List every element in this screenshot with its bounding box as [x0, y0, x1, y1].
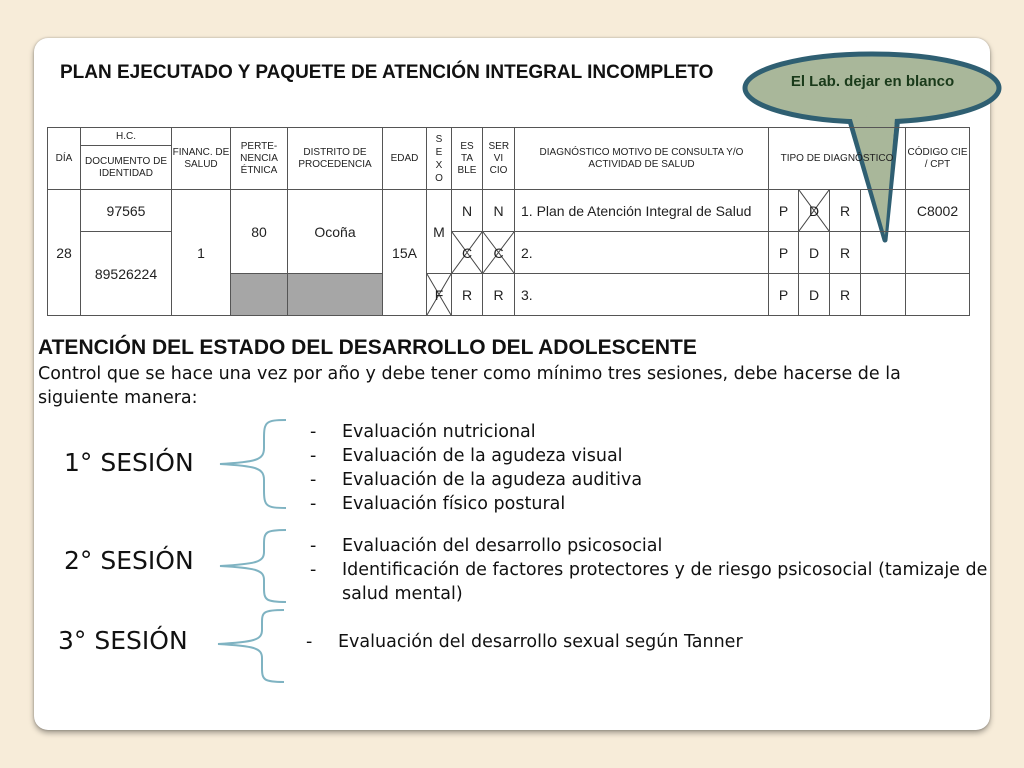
cell-diag-2: 2.: [515, 232, 769, 274]
header-distrito: DISTRITO DE PROCEDENCIA: [288, 128, 383, 190]
header-servicio: [483, 128, 515, 190]
header-sexo-text: S E X O: [435, 133, 443, 184]
cell-p-2: P: [769, 232, 799, 274]
list-item: [310, 444, 990, 468]
list-item-text: Evaluación físico postural: [342, 494, 566, 514]
cell-r-1: R: [830, 190, 861, 232]
list-item-text: Evaluación del desarrollo sexual según Tanner: [338, 632, 743, 652]
session-1-brace: [216, 418, 290, 510]
header-estable-text: ES TA BLE: [457, 140, 477, 176]
list-item: [310, 468, 990, 492]
cell-d-3: D: [799, 274, 830, 316]
cell-est-1: N: [452, 190, 483, 232]
header-dia: DÍA: [48, 128, 81, 190]
session-3-items: [306, 630, 986, 654]
cell-diag-3: 3.: [515, 274, 769, 316]
cell-documento: 89526224: [81, 232, 172, 316]
cell-p-3: P: [769, 274, 799, 316]
cell-distrito: Ocoña: [288, 190, 383, 274]
cell-financ: 1: [172, 190, 231, 316]
list-dash: -: [310, 422, 317, 442]
cell-pertenencia-blank: [231, 274, 288, 316]
session-2-brace: [216, 528, 290, 604]
header-financ: FINANC. DE SALUD: [172, 128, 231, 190]
slide-title: PLAN EJECUTADO Y PAQUETE DE ATENCIÓN INTEGRAL INCOMPLETO: [60, 62, 714, 83]
cell-r-3: R: [830, 274, 861, 316]
cell-code-1: C8002: [906, 190, 970, 232]
cell-est-2-text: C: [461, 244, 473, 261]
list-item: [310, 534, 990, 558]
header-codigo: CÓDIGO CIE / CPT: [906, 128, 970, 190]
cell-blank-1: [861, 190, 906, 232]
cell-blank-2: [861, 232, 906, 274]
header-hc: H.C.: [81, 128, 172, 146]
cell-d-2: D: [799, 232, 830, 274]
list-item-text: Evaluación de la agudeza auditiva: [342, 470, 643, 490]
header-servicio-text: SER VI CIO: [488, 140, 510, 176]
cell-blank-3: [861, 274, 906, 316]
cell-edad: 15A: [383, 190, 427, 316]
list-dash: -: [310, 536, 317, 556]
header-establecimiento: [452, 128, 483, 190]
cell-code-2: [906, 232, 970, 274]
header-tipo-diagnostico: TIPO DE DIAGNÓSTICO: [769, 128, 906, 190]
header-pertenencia: PERTE-NENCIA ÉTNICA: [231, 128, 288, 190]
list-dash: -: [310, 446, 317, 466]
list-dash: -: [310, 560, 317, 580]
list-item: [306, 630, 986, 654]
section-title: ATENCIÓN DEL ESTADO DEL DESARROLLO DEL ADOLESCENTE: [38, 336, 697, 359]
cell-est-3: R: [452, 274, 483, 316]
session-3-label: 3° SESIÓN: [58, 626, 188, 655]
list-dash: -: [310, 470, 317, 490]
list-item-text: Evaluación nutricional: [342, 422, 536, 442]
cell-distrito-blank: [288, 274, 383, 316]
cell-sexo-f: [427, 274, 452, 316]
list-dash: -: [310, 494, 317, 514]
cell-est-2: [452, 232, 483, 274]
session-2-items: [310, 534, 990, 606]
list-dash: -: [306, 632, 313, 652]
cell-d-1-text: D: [808, 202, 820, 219]
cell-r-2: R: [830, 232, 861, 274]
cell-p-1: P: [769, 190, 799, 232]
cell-d-1: [799, 190, 830, 232]
cell-sexo-m: M: [427, 190, 452, 274]
session-1-label: 1° SESIÓN: [64, 448, 194, 477]
section-description: Control que se hace una vez por año y debe tener como mínimo tres sesiones, debe hacerse de la siguiente manera:: [38, 364, 901, 408]
session-1-items: [310, 420, 990, 516]
list-item: [310, 420, 990, 444]
header-edad: EDAD: [383, 128, 427, 190]
cell-pertenencia: 80: [231, 190, 288, 274]
cell-hc: 97565: [81, 190, 172, 232]
list-item-text: Evaluación del desarrollo psicosocial: [342, 536, 663, 556]
callout-text: El Lab. dejar en blanco: [790, 73, 955, 90]
cell-sexo-f-text: F: [434, 286, 444, 303]
cell-ser-1: N: [483, 190, 515, 232]
cell-ser-3: R: [483, 274, 515, 316]
list-item: [310, 492, 990, 516]
cell-ser-2-text: C: [493, 244, 504, 261]
session-2-label: 2° SESIÓN: [64, 546, 194, 575]
cell-diag-1: 1. Plan de Atención Integral de Salud: [515, 190, 769, 232]
header-diagnostico: DIAGNÓSTICO MOTIVO DE CONSULTA Y/O ACTIVIDAD DE SALUD: [515, 128, 769, 190]
register-table: [47, 127, 970, 316]
header-sexo: [427, 128, 452, 190]
session-3-brace: [214, 608, 288, 684]
list-item-text: Evaluación de la agudeza visual: [342, 446, 623, 466]
cell-code-3: [906, 274, 970, 316]
list-item-text: Identificación de factores protectores y de riesgo psicosocial (tamizaje de salud mental): [342, 560, 988, 604]
cell-ser-2: [483, 232, 515, 274]
header-documento: DOCUMENTO DE IDENTIDAD: [81, 146, 172, 190]
list-item: [310, 558, 990, 606]
cell-dia: 28: [48, 190, 81, 316]
